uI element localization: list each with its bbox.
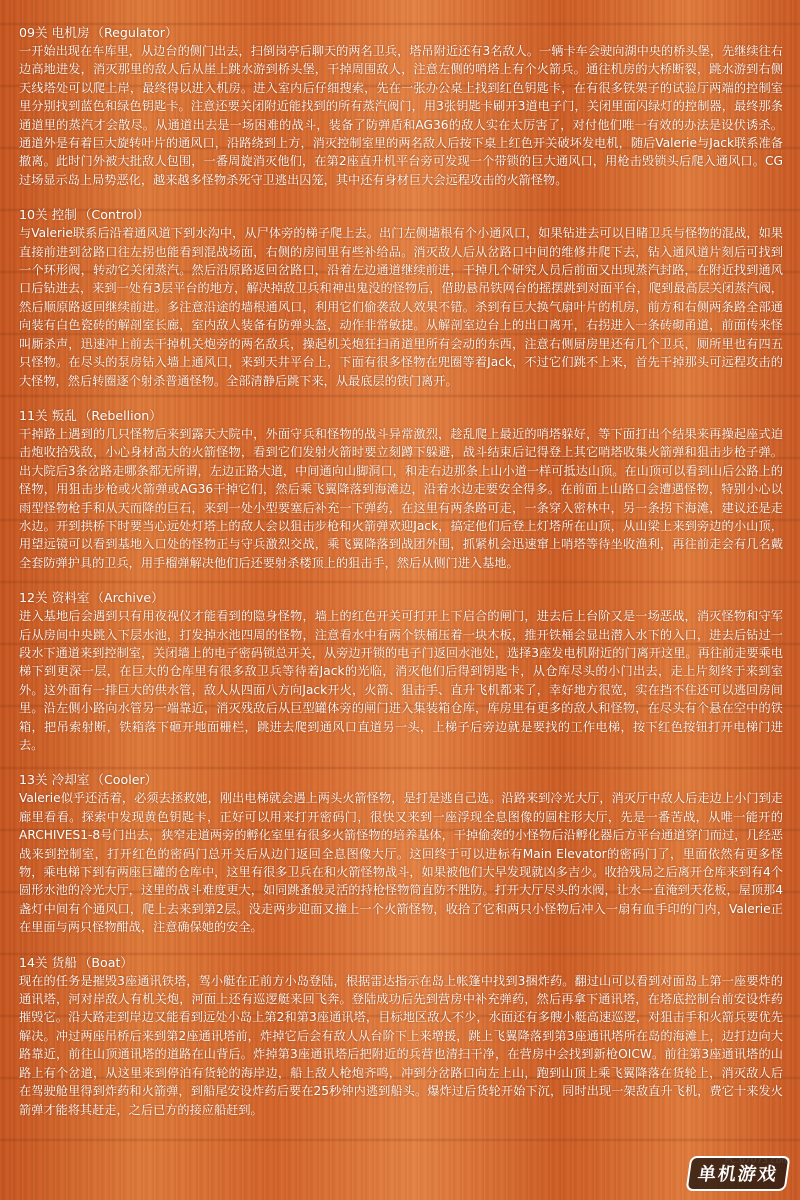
- section-number: 14关: [19, 954, 48, 970]
- section-level-09: [19, 24, 783, 189]
- section-body: 一开始出现在车库里，从边台的侧门出去，扫倒岗亭后聊天的两名卫兵，塔吊附近还有3名敌人。一辆卡车会驶向湖中央的桥头堡，先继续往右边高地进发，消灭那里的敌人后从崖上跳水游到桥头堡，干掉周围敌人，注意左侧的哨塔上有个火箭兵。通往机房的大桥断裂，跳水游到右侧天线塔处可以爬上岸，最终得以进入机房。进入室内后仔细搜索，先在一张办公桌上找到红色钥匙卡，在有很多铁架子的试验厅两端的控制室里分别找到蓝色和绿色钥匙卡。注意还要关闭附近能找到的所有蒸汽阀门，用3张钥匙卡刷开3道电子门，关闭里面闪绿灯的控制器，最终那条通道里的蒸汽才会散尽。从通道出去是一场困难的战斗，装备了防弹盾和AG36的敌人实在太厉害了，对付他们唯一有效的办法是设伏诱杀。通道外是有着巨大旋转叶片的通风口，沿路绕到上方，消灭控制室里的两名敌人后按下桌上红色开关破坏发电机，随后Valerie与Jack联系准备撤离。此时门外被大批敌人包围，一番周旋消灭他们，在第2座直升机平台旁可发现一个带锁的巨大通风口，用枪击毁锁头后爬入通风口。CG过场显示岛上局势恶化，越来越多怪物杀死守卫逃出囚笼，其中还有身材巨大会远程攻击的火箭怪物。: [19, 44, 783, 187]
- walkthrough-page: [19, 24, 783, 1184]
- section-name: 冷却室: [51, 772, 90, 788]
- section-name: 资料室: [51, 590, 90, 606]
- section-title: [19, 206, 783, 224]
- section-english-name: （Cooler）: [91, 772, 158, 788]
- section-body: 干掉路上遇到的几只怪物后来到露天大院中，外面守兵和怪物的战斗异常激烈，趁乱爬上最近的哨塔躲好，等下面打出个结果来再操起座式迫击炮收拾残敌，小心身材高大的火箭怪物，看到它们发射火箭时要立刻蹲下躲避，战斗结束后记得登上其它哨塔收集火箭弹和狙击步枪子弹。出大院后3条岔路走哪条都无所谓，左边正路大道，中间通向山脚洞口，和走右边那条上山小道一样可抵达山顶。在山顶可以看到山后公路上的怪物，用狙击步枪或火箭弹或AG36干掉它们，然后乘飞翼降落到海滩边，沿着水边走要安全得多。在前面上山路口会遭遇怪物，特别小心以雨型怪物枪手和从天而降的巨石，来到一处小型要塞后补充一下弹药，在这里有两条路可走，一条穿入密林中，另一条拐下海滩，建议还是走水边。开到拱桥下时要当心远处灯塔上的敌人会以狙击步枪和火箭弹欢迎Jack，搞定他们后登上灯塔所在山顶，从山梁上来到旁边的小山顶，用望远镜可以看到基地入口处的怪物正与守兵激烈交战，乘飞翼降落到战团外围，抓紧机会迅速窜上哨塔等待坐收渔利，再往前走会有几名戴全套防弹护具的卫兵，用手榴弹解决他们后还要射杀楼顶上的狙击手，然后从侧门进入基地。: [19, 426, 783, 570]
- section-level-14: [19, 954, 783, 1119]
- site-logo: 单机游戏: [686, 1156, 791, 1191]
- section-english-name: （Boat）: [78, 954, 134, 970]
- section-english-name: （Rebellion）: [78, 407, 162, 423]
- section-number: 09关: [19, 25, 48, 40]
- section-title: [19, 954, 783, 972]
- section-number: 13关: [19, 772, 48, 788]
- section-body: 与Valerie联系后沿着通风道下到水沟中，从尸体旁的梯子爬上去。出门左侧墙根有个小通风口，如果钻进去可以目睹卫兵与怪物的混战，如果直接前进到岔路口往左拐也能看到混战场面，右侧的房间里有些补给品。消灭敌人后从岔路口中间的维修井爬下去，钻入通风道片刻后可找到一个环形阀，转动它关闭蒸汽。然后沿原路返回岔路口，沿着左边通道继续前进，干掉几个研究人员后前面又出现蒸汽封路，在附近找到通风口后钻进去，来到一处有3层平台的地方，解决掉敌卫兵和神出鬼没的怪物后，借助悬吊铁网台的摇摆跳到对面平台，爬到最高层关闭蒸汽阀，然后顺原路返回继续前进。多注意沿途的墙根通风口，利用它们偷袭敌人效果不错。杀到有巨大换气扇叶片的机房，前方和右侧两条路全部通向装有白色瓷砖的解剖室长廊，室内敌人装备有防弹头盔，动作非常敏捷。从解剖室边台上的出口离开，右拐进入一条砖砌甬道，前面传来怪叫厮杀声，迅速冲上前去干掉机关炮旁的两名敌兵，操起机关炮狂扫甬道里所有会动的东西，注意右侧厨房里还有几个卫兵，厕所里也有四五只怪物。在尽头的泵房钻入墙上通风口，来到天井平台上，下面有很多怪物在兜圈等着Jack，不过它们跳不上来，首先干掉那头可远程攻击的大怪物，然后转圈逐个射杀普通怪物。全部清静后跳下来，从最底层的铁门离开。: [19, 226, 783, 388]
- section-level-13: [19, 771, 783, 936]
- section-english-name: （Regulator）: [91, 25, 178, 40]
- section-title: [19, 771, 783, 789]
- section-title: [19, 24, 783, 42]
- section-number: 10关: [19, 207, 48, 223]
- section-number: 11关: [19, 407, 48, 423]
- section-name: 控制: [51, 207, 77, 223]
- section-level-11: [19, 407, 783, 572]
- section-body: Valerie似乎还活着，必须去拯救她，刚出电梯就会遇上两头火箭怪物，是打是逃自己选。沿路来到冷光大厅，消灭厅中敌人后走边上小门到走廊里看看。探索中发现黄色钥匙卡，正好可以用来打开密码门，很快又来到一座浮现全息图像的圆柱形大厅，先是一番苦战，从唯一能开的ARCHIVES1-8号门出去，狭窄走道两旁的孵化室里有很多火箭怪物的培养基体，干掉偷袭的小怪物后沿孵化器后方平台通道穿门而过，几经恶战来到控制室，打开红色的密码门总开关后从边门返回全息图像大厅。这回终于可以进标有Main Elevator的密码门了，里面依然有更多怪物，乘电梯下到有两座巨罐的仓库中，这里有很多卫兵在和火箭怪物战斗，如果被他们大早发现就凶多吉少。收拾残局之后离开仓库来到有4个圆形水池的冷光大厅，这里的战斗难度更大，如同跳蚤般灵活的持枪怪物简直防不胜防。打开大厅尽头的水阀，让水一直淹到天花板，屋顶那4盏灯中间有个通风口，爬上去来到第2层。没走两步迎面又撞上一个火箭怪物，收拾了它和两只小怪物后冲入一扇有血手印的门内，Valerie正在里面与两只怪物酣战，注意确保她的安全。: [19, 791, 783, 935]
- section-name: 电机房: [51, 25, 90, 40]
- section-number: 12关: [19, 590, 48, 606]
- section-title: [19, 407, 783, 425]
- section-english-name: （Archive）: [91, 590, 164, 606]
- section-level-10: [19, 206, 783, 390]
- section-english-name: （Control）: [78, 207, 150, 223]
- section-level-12: [19, 589, 783, 754]
- section-body: 现在的任务是摧毁3座通讯铁塔，驾小艇在正前方小岛登陆，根据雷达指示在岛上帐篷中找到3捆炸药。翻过山可以看到对面岛上第一座要炸的通讯塔，河对岸敌人有机关炮，河面上还有巡逻艇来回飞奔。登陆成功后先到营房中补充弹药，然后再拿下通讯塔，在塔底控制台前安设炸药摧毁它。沿大路走到岸边又能看到远处小岛上第2和第3座通讯塔，目标地区敌人不少，水面还有多艘小艇高速巡逻，对狙击手和火箭兵要优先解决。冲过两座吊桥后来到第2座通讯塔前，炸掉它后会有敌人从台阶下上来增援，跳上飞翼降落到第3座通讯塔所在岛的海滩上，边打边向大路靠近，前往山顶通讯塔的道路在山背后。炸掉第3座通讯塔后把附近的兵营也清扫干净，在营房中会找到新枪OICW。前往第3座通讯塔的山路上有个岔道，从这里来到停泊有货轮的海岸边，船上敌人枪炮齐鸣，冲到分岔路口向左上山，跑到山顶上乘飞翼降落在货轮上，消灭敌人后在驾驶舱里得到炸药和火箭弹，到船尾安设炸药后要在25秒钟内逃到船头。爆炸过后货轮开始下沉，同时出现一架敌直升飞机，费它十来发火箭弹才能将其赶走，之后已方的接应船赶到。: [19, 973, 783, 1117]
- section-name: 叛乱: [51, 407, 77, 423]
- section-body: 进入基地后会遇到只有用夜视仪才能看到的隐身怪物，墙上的红色开关可打开上下启合的闸门，进去后上台阶又是一场恶战，消灭怪物和守军后从房间中央跳入下层水池，打发掉水池四周的怪物，注意看水中有两个铁桶压着一块木板，推开铁桶会显出潜入水下的入口，进去后钻过一段水下通道来到控制室，关闭墙上的电子密码锁总开关，从旁边开锁的电子门返回水池处，选择3座发电机附近的门离开这里。再往前走要乘电梯下到更深一层，在巨大的仓库里有很多敌卫兵等待着Jack的光临，消灭他们后得到钥匙卡，从仓库尽头的小门出去，走上片刻终于来到室外。这外面有一排巨大的供水管，敌人从四面八方向Jack开火，火箭、狙击手、直升飞机都来了，幸好地方很宽，实在挡不住还可以逃回房间里。沿左侧小路向水管另一端靠近，消灭残敌后从巨型罐体旁的闸门进入集装箱仓库，库房里有更多的敌人和怪物，在尽头有个悬在空中的铁箱，把吊索射断，铁箱落下砸开地面栅栏，跳进去爬到通风口直道另一头，上梯子后旁边就是要找的工作电梯，按下红色按钮打开电梯门进去。: [19, 609, 783, 752]
- section-name: 货船: [51, 954, 77, 970]
- section-title: [19, 589, 783, 607]
